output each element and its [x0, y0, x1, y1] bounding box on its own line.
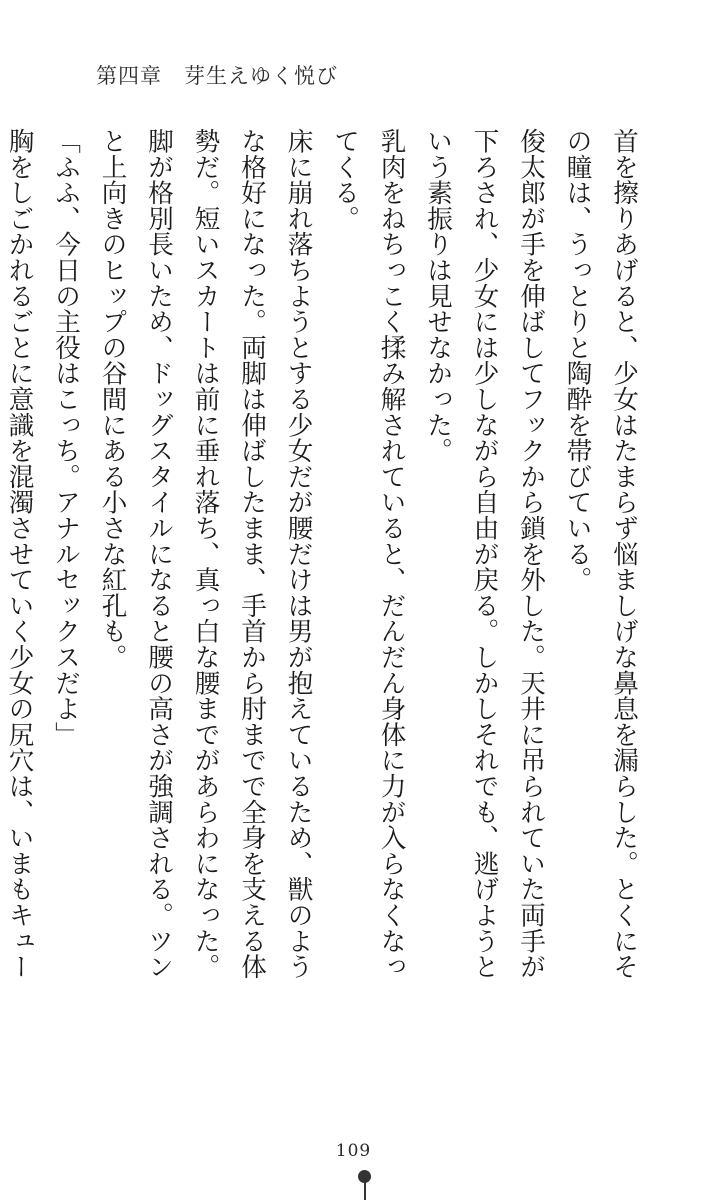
body-text [4, 128, 647, 988]
page-number: 109 [335, 1141, 372, 1161]
chapter-title: 芽生えゆく悦び [184, 64, 338, 88]
paragraph: 俊太郎が手を伸ばしてフックから鎖を外した。天井に吊られていた両手が下ろされ、少女には少しながら自由が戻る。しかしそれでも、逃げようという素振りは見せなかった。 [423, 128, 546, 980]
paragraph: 首を擦りあげると、少女はたまらず悩ましげな鼻息を漏らした。とくにその瞳は、うっとりと陶酔を帯びている。 [562, 128, 639, 980]
paragraph: 乳肉をねちっこく揉み解されていると、だんだん身体に力が入らなくなってくる。 [330, 128, 407, 980]
paragraph: 床に崩れ落ちようとする少女だが腰だけは男が抱えているため、獣のような格好になった。両脚は伸ばしたまま、手首から肘までで全身を支える体勢だ。短いスカートは前に垂れ落ち、真っ白な腰までがあらわになった。 [190, 128, 314, 980]
ornament-line-icon [364, 1181, 366, 1200]
paragraph: 胸をしごかれるごとに意識を混濁させていく少女の尻穴は、いまもキュー [4, 128, 35, 980]
chapter-header [96, 60, 338, 90]
chapter-number: 第四章 [96, 64, 162, 88]
paragraph: 脚が格別長いため、ドッグスタイルになると腰の高さが強調される。ツンと上向きのヒップの谷間にある小さな紅孔も。 [97, 128, 174, 980]
footer-ornament [358, 1170, 372, 1200]
dialogue-line: 「ふふ、今日の主役はこっち。アナルセックスだよ」 [51, 128, 81, 748]
